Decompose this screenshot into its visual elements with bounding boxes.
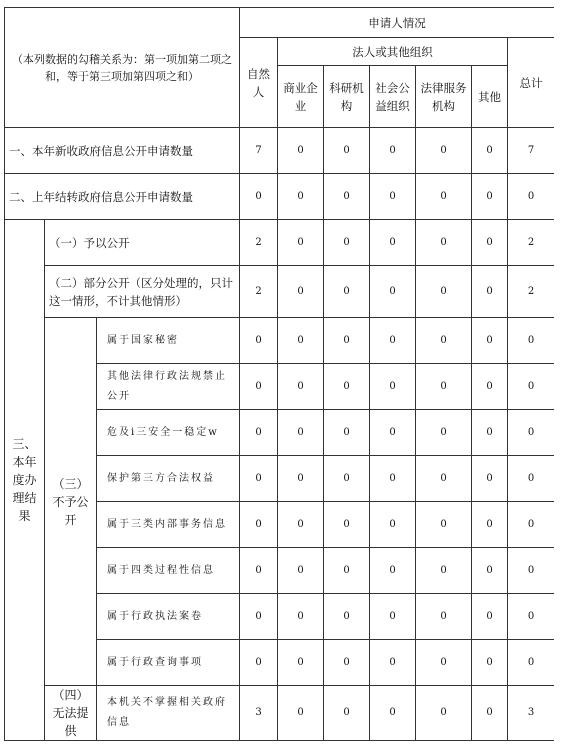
cell-value: 0 — [278, 410, 324, 456]
cell-value: 0 — [240, 410, 278, 456]
cell-value: 0 — [278, 640, 324, 686]
cell-value: 2 — [240, 220, 278, 266]
cell-value: 0 — [416, 364, 472, 410]
cell-value: 0 — [240, 456, 278, 502]
cell-value: 0 — [416, 174, 472, 220]
cell-value: 0 — [278, 456, 324, 502]
research-header: 科研机构 — [324, 66, 370, 128]
natural-person-header: 自然人 — [240, 38, 278, 128]
cell-value: 3 — [240, 686, 278, 741]
cell-value: 0 — [370, 594, 416, 640]
row-label: 属于三类内部事务信息 — [97, 502, 240, 548]
cell-value: 0 — [324, 128, 370, 174]
cell-value: 0 — [472, 364, 508, 410]
cell-value: 0 — [278, 266, 324, 318]
cell-value: 0 — [324, 686, 370, 741]
cell-value: 0 — [472, 220, 508, 266]
cell-value: 0 — [370, 502, 416, 548]
cell-value: 0 — [472, 456, 508, 502]
table-row-disclose — [5, 220, 555, 266]
row-label: 属于四类过程性信息 — [97, 548, 240, 594]
cell-value: 0 — [324, 640, 370, 686]
cell-value: 0 — [472, 640, 508, 686]
row-label: 属于行政查询事项 — [97, 640, 240, 686]
cell-value: 0 — [508, 174, 555, 220]
cell-value: 0 — [508, 502, 555, 548]
table-row-carried-over — [5, 174, 555, 220]
cell-value: 0 — [416, 640, 472, 686]
cell-value: 0 — [240, 174, 278, 220]
cell-value: 0 — [278, 174, 324, 220]
cell-value: 0 — [508, 364, 555, 410]
cell-value: 2 — [240, 266, 278, 318]
cell-value: 0 — [416, 128, 472, 174]
cell-value: 0 — [472, 594, 508, 640]
cell-value: 0 — [324, 502, 370, 548]
cell-value: 7 — [240, 128, 278, 174]
cell-value: 0 — [472, 548, 508, 594]
row-label: 保护第三方合法权益 — [97, 456, 240, 502]
legal-group-header: 法人或其他组织 — [278, 38, 508, 66]
cell-value: 0 — [472, 410, 508, 456]
cell-value: 0 — [416, 266, 472, 318]
cell-value: 0 — [324, 174, 370, 220]
cell-value: 0 — [278, 364, 324, 410]
cell-value: 0 — [416, 548, 472, 594]
legal-service-header: 法律服务机构 — [416, 66, 472, 128]
cell-value: 0 — [508, 318, 555, 364]
row-label: （二）部分公开（区分处理的，只计这一情形，不计其他情形） — [45, 266, 240, 318]
cell-value: 0 — [472, 502, 508, 548]
cell-value: 0 — [324, 318, 370, 364]
cell-value: 0 — [370, 220, 416, 266]
row-label: （一）予以公开 — [45, 220, 240, 266]
disclosure-statistics-table — [4, 7, 554, 741]
row-label: 一、本年新收政府信息公开申请数量 — [5, 128, 240, 174]
cell-value: 0 — [240, 548, 278, 594]
row-label: 危及i三安全一稳定w — [97, 410, 240, 456]
cell-value: 0 — [416, 456, 472, 502]
cell-value: 0 — [324, 456, 370, 502]
header-row-1 — [5, 8, 555, 38]
cell-value: 0 — [370, 686, 416, 741]
cell-value: 0 — [416, 318, 472, 364]
cell-value: 0 — [324, 548, 370, 594]
social-header: 社会公益组织 — [370, 66, 416, 128]
total-header: 总计 — [508, 38, 555, 128]
cell-value: 0 — [240, 640, 278, 686]
business-header: 商业企业 — [278, 66, 324, 128]
cell-value: 0 — [416, 594, 472, 640]
cell-value: 0 — [416, 502, 472, 548]
table-row-partial — [5, 266, 555, 318]
cell-value: 0 — [370, 548, 416, 594]
cell-value: 0 — [370, 640, 416, 686]
cell-value: 0 — [240, 318, 278, 364]
cell-value: 0 — [472, 174, 508, 220]
cell-value: 0 — [324, 266, 370, 318]
cell-value: 0 — [278, 548, 324, 594]
cell-value: 0 — [278, 686, 324, 741]
other-header: 其他 — [472, 66, 508, 128]
cell-value: 0 — [370, 456, 416, 502]
cell-value: 2 — [508, 266, 555, 318]
cell-value: 0 — [370, 174, 416, 220]
table-row-new-requests — [5, 128, 555, 174]
cell-value: 0 — [370, 364, 416, 410]
cell-value: 0 — [508, 548, 555, 594]
cell-value: 0 — [278, 220, 324, 266]
table-row-refuse — [5, 318, 555, 364]
cell-value: 0 — [416, 686, 472, 741]
cell-value: 0 — [508, 456, 555, 502]
cell-value: 0 — [370, 266, 416, 318]
disclosure-table-sheet — [4, 7, 554, 750]
cell-value: 0 — [508, 410, 555, 456]
cell-value: 0 — [370, 318, 416, 364]
cell-value: 0 — [278, 502, 324, 548]
cell-value: 0 — [472, 266, 508, 318]
table-note-cell: （本列数据的勾稽关系为：第一项加第二项之和，等于第三项加第四项之和） — [5, 8, 240, 128]
refuse-category-label: （三）不予公开 — [45, 318, 97, 686]
cell-value: 0 — [508, 640, 555, 686]
cell-value: 3 — [508, 686, 555, 741]
cell-value: 0 — [416, 410, 472, 456]
cell-value: 0 — [240, 594, 278, 640]
cell-value: 0 — [324, 364, 370, 410]
cell-value: 0 — [324, 220, 370, 266]
cell-value: 0 — [370, 410, 416, 456]
cell-value: 0 — [278, 318, 324, 364]
table-row-unable — [5, 686, 555, 741]
cell-value: 0 — [240, 364, 278, 410]
cell-value: 0 — [370, 128, 416, 174]
row-label: 其他法律行政法规禁止公开 — [97, 364, 240, 410]
result-category-label: 三、本年度办理结果 — [5, 220, 45, 741]
cell-value: 0 — [472, 686, 508, 741]
cell-value: 2 — [508, 220, 555, 266]
cell-value: 0 — [240, 502, 278, 548]
row-label: 本机关不掌握相关政府信息 — [97, 686, 240, 741]
applicant-header: 申请人情况 — [240, 8, 555, 38]
cell-value: 0 — [472, 318, 508, 364]
unable-category-label: （四）无法提供 — [45, 686, 97, 741]
cell-value: 0 — [278, 594, 324, 640]
cell-value: 0 — [324, 410, 370, 456]
cell-value: 0 — [416, 220, 472, 266]
cell-value: 0 — [324, 594, 370, 640]
row-label: 二、上年结转政府信息公开申请数量 — [5, 174, 240, 220]
cell-value: 0 — [278, 128, 324, 174]
cell-value: 7 — [508, 128, 555, 174]
cell-value: 0 — [508, 594, 555, 640]
cell-value: 0 — [472, 128, 508, 174]
row-label: 属于国家秘密 — [97, 318, 240, 364]
row-label: 属于行政执法案卷 — [97, 594, 240, 640]
